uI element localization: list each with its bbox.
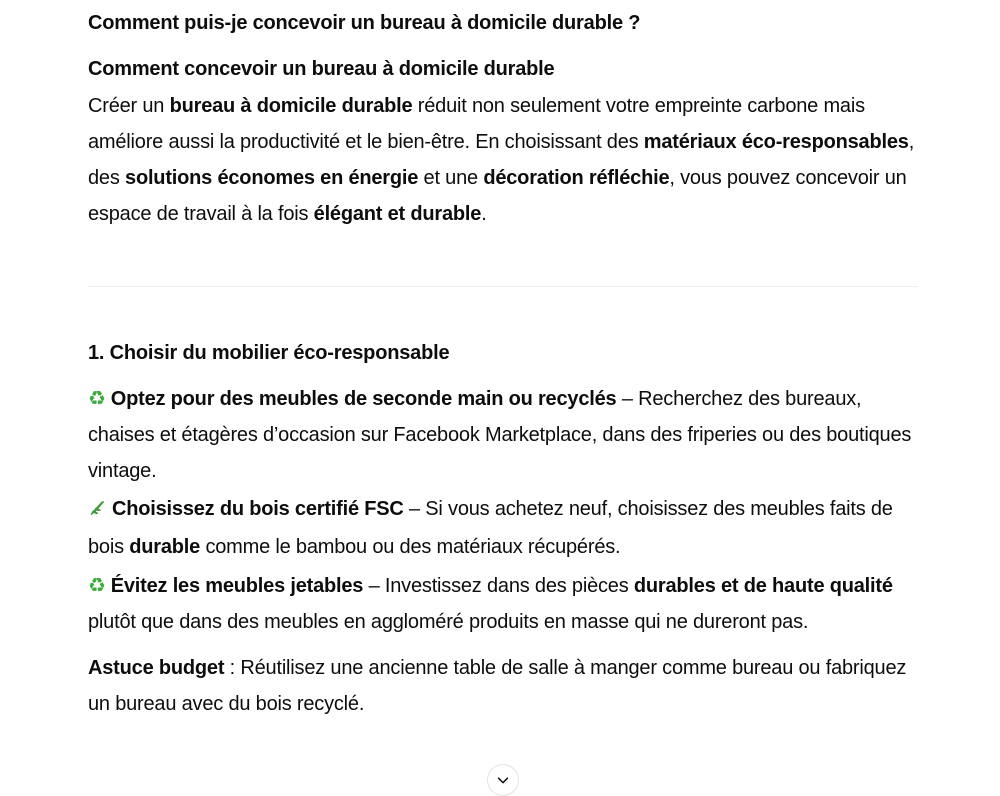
scroll-to-bottom-button[interactable] xyxy=(487,764,519,796)
recycle-icon: ♻ xyxy=(88,386,106,410)
herb-icon xyxy=(88,493,107,529)
bullet-item-avoid-disposable xyxy=(88,567,918,640)
bullet-list xyxy=(88,380,918,640)
section-divider xyxy=(88,286,918,287)
intro-paragraph: Créer un bureau à domicile durable réduit non seulement votre empreinte carbone mais améliore aussi la productivité et le bien-être. En choisissant des matériaux éco-responsables, des solutions économes en énergie et une décoration réfléchie, vous pouvez concevoir un espace de travail à la fois élégant et durable. xyxy=(88,95,915,225)
bullet-text: Choisissez du bois certifié FSC – Si vous achetez neuf, choisissez des meubles faits de bois durable comme le bambou ou des matériaux récupérés. xyxy=(88,498,893,558)
bullet-text: Optez pour des meubles de seconde main ou recyclés – Recherchez des bureaux, chaises et étagères d’occasion sur Facebook Marketplace, dans des friperies ou des boutiques vintage. xyxy=(88,388,912,482)
recycle-icon: ♻ xyxy=(88,573,106,597)
bullet-item-fsc-wood xyxy=(88,491,918,565)
chevron-down-icon xyxy=(496,773,510,787)
user-question-heading: Comment puis-je concevoir un bureau à domicile durable ? xyxy=(88,12,641,34)
document-content xyxy=(88,0,918,722)
budget-tip-paragraph: Astuce budget : Réutilisez une ancienne table de salle à manger comme bureau ou fabriquez un bureau avec du bois recyclé. xyxy=(88,657,907,715)
bullet-text: Évitez les meubles jetables – Investissez dans des pièces durables et de haute qualité plutôt que dans des meubles en aggloméré produits en masse qui ne dureront pas. xyxy=(88,575,893,633)
answer-title: Comment concevoir un bureau à domicile durable xyxy=(88,58,555,80)
bullet-item-second-hand xyxy=(88,380,918,489)
section-1-heading: 1. Choisir du mobilier éco-responsable xyxy=(88,342,450,364)
